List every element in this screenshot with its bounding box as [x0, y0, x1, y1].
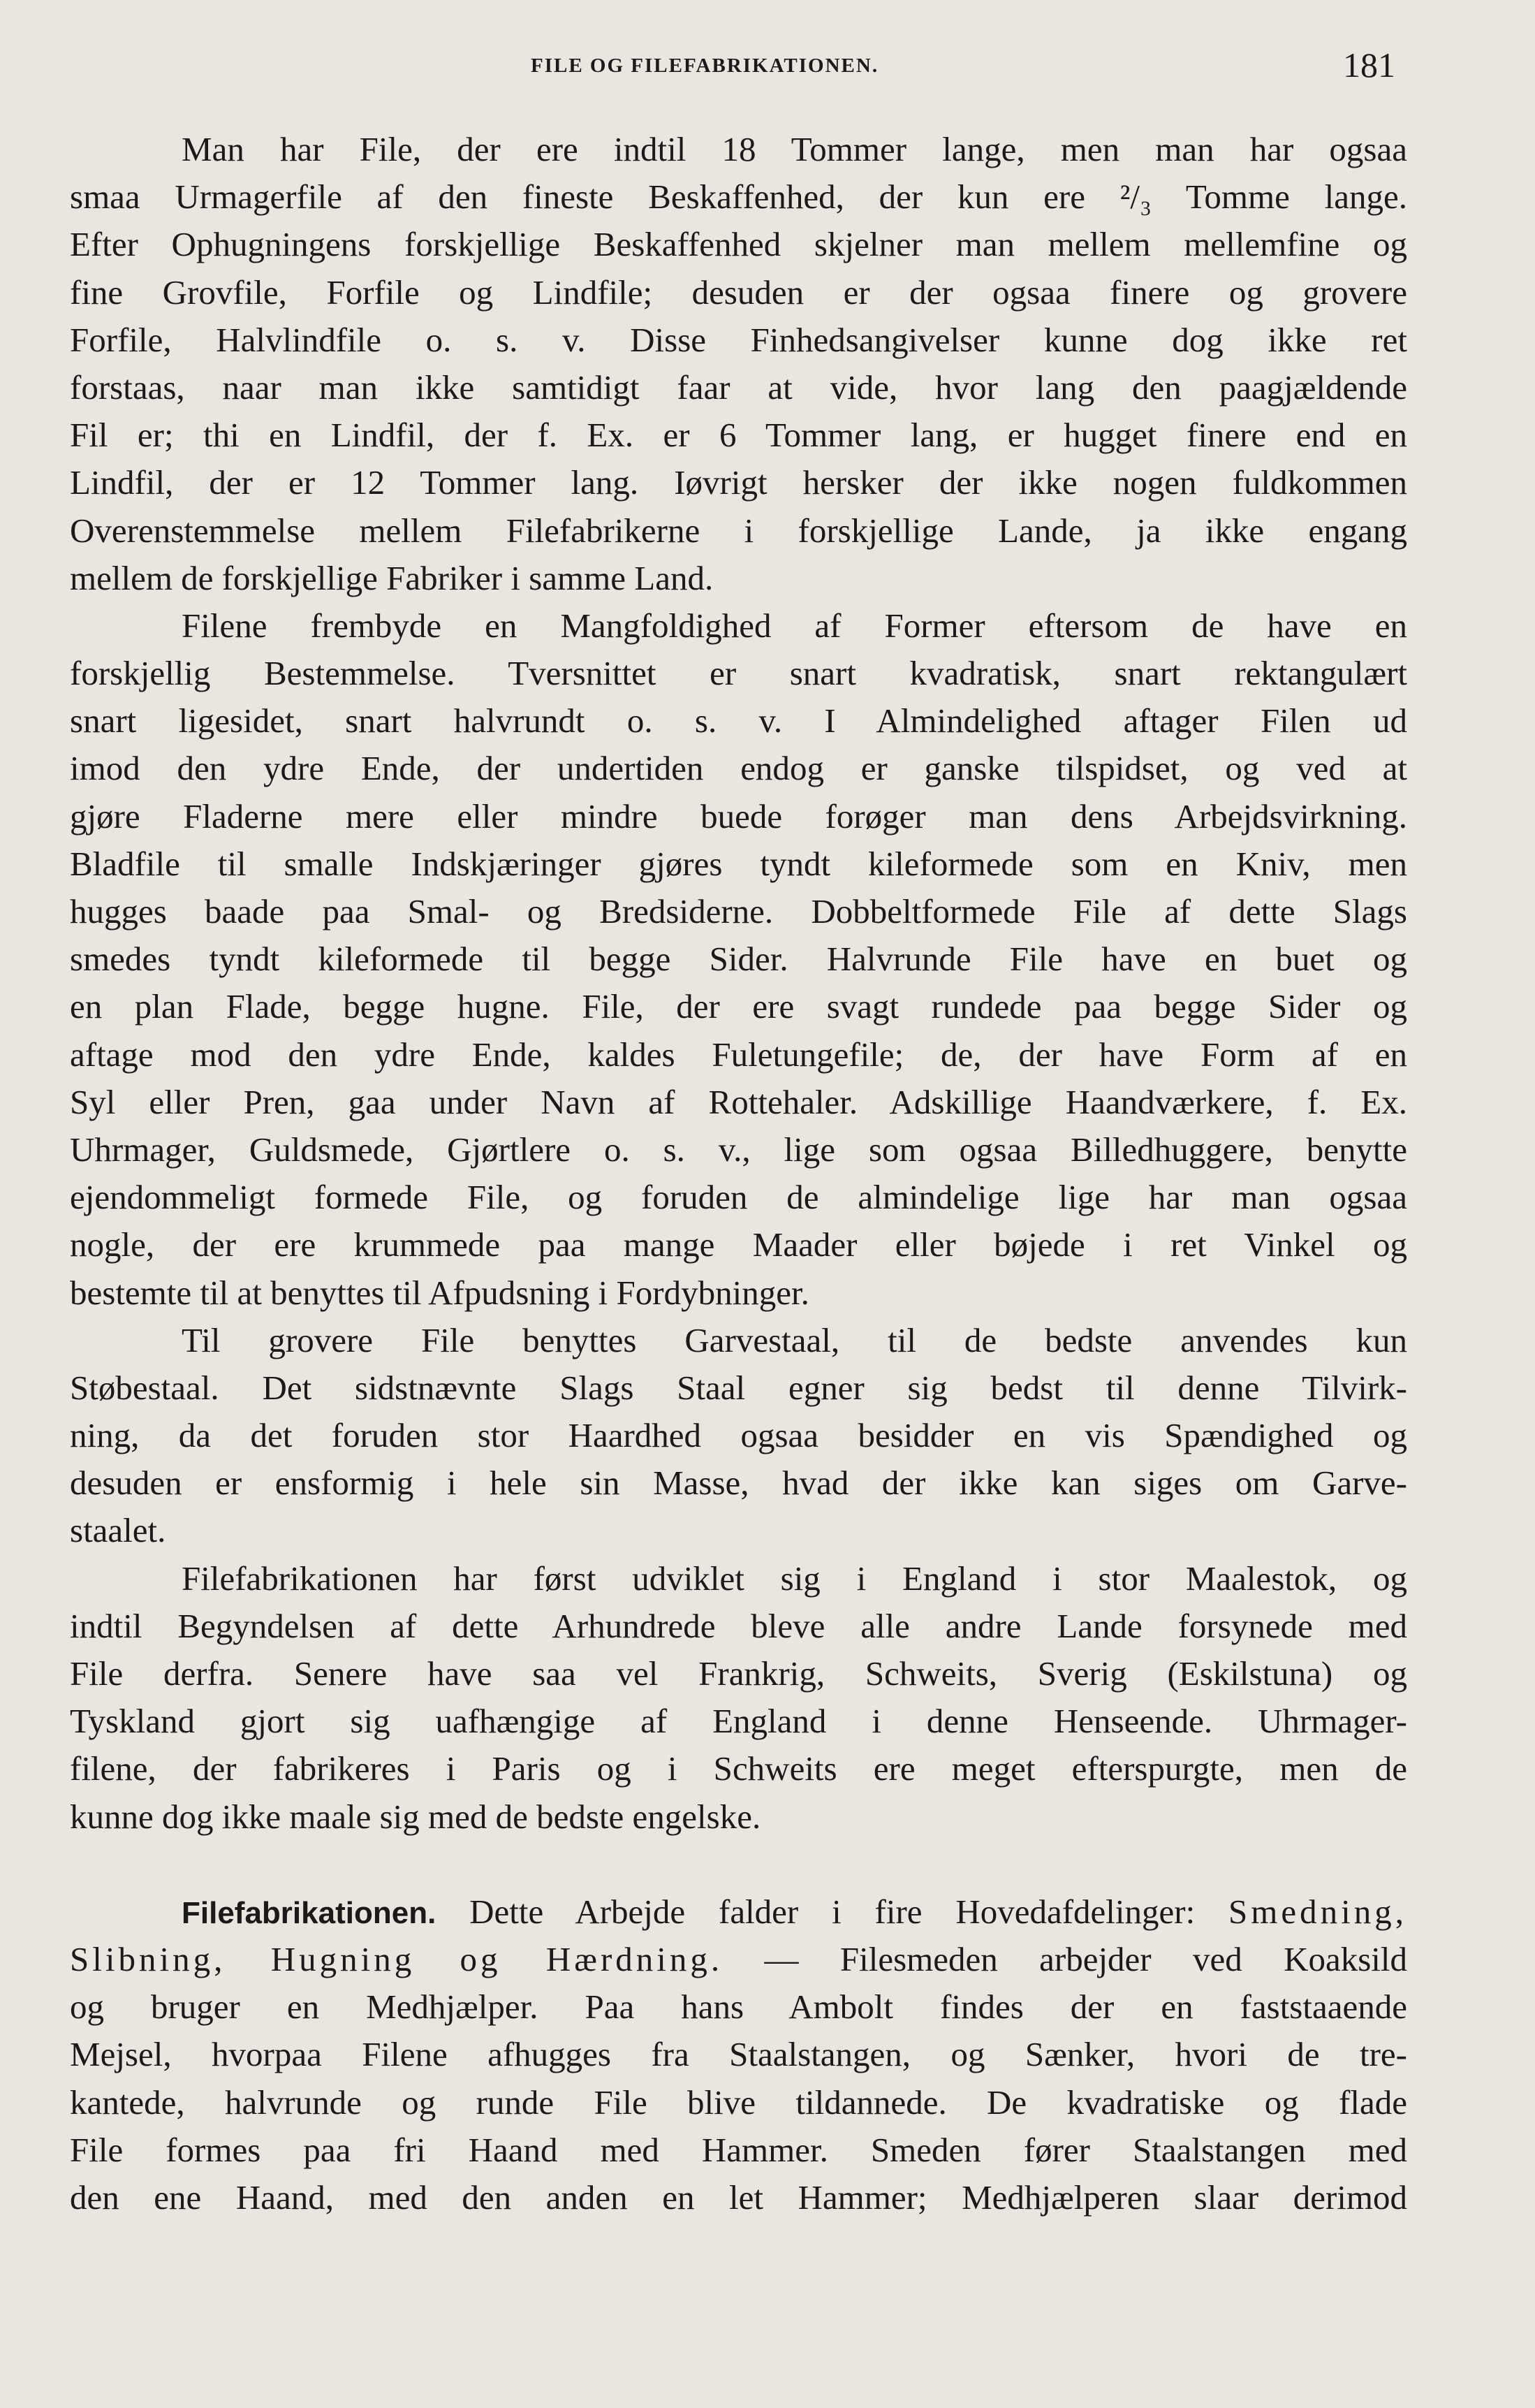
text-line: Bladfile til smalle Indskjæringer gjøres tyndt kileformede som en Kniv, men — [70, 844, 1407, 883]
text-line: gjøre Fladerne mere eller mindre buede forøger man dens Arbejdsvirkning. — [70, 796, 1407, 835]
text-line: imod den ydre Ende, der undertiden endog er ganske tilspidset, og ved at — [70, 749, 1407, 788]
text-line: og bruger en Medhjælper. Paa hans Ambolt findes der en faststaaende — [70, 1987, 1407, 2027]
text-line: forskjellig Bestemmelse. Tversnittet er snart kvadratisk, snart rektangulært — [70, 654, 1407, 693]
text-line: Støbestaal. Det sidstnævnte Slags Staal egner sig bedst til denne Tilvirk- — [70, 1368, 1407, 1407]
text-line: Tyskland gjort sig uafhængige af England i denne Henseende. Uhrmager- — [70, 1702, 1407, 1741]
running-head-title: FILE OG FILEFABRIKATIONEN. — [531, 54, 879, 77]
text-line: Overenstemmelse mellem Filefabrikerne i forskjellige Lande, ja ikke engang — [70, 511, 1407, 550]
text-line: fine Grovfile, Forfile og Lindfile; desuden er der ogsaa finere og grovere — [70, 272, 1407, 312]
text-line: Man har File, der ere indtil 18 Tommer lange, men man har ogsaa — [182, 130, 1407, 168]
text-line: mellem de forskjellige Fabriker i samme Land. — [70, 558, 714, 597]
section-heading: Filefabrikationen. — [182, 1895, 436, 1930]
section-terms: Slibning, Hugning og Hærdning. — [70, 1939, 724, 1978]
text-line: Efter Ophugningens forskjellige Beskaffenhed skjelner man mellem mellemfine og — [70, 225, 1407, 264]
text-line: aftage mod den ydre Ende, kaldes Fuletungefile; de, der have Form af en — [70, 1035, 1407, 1074]
text-line: Filene frembyde en Mangfoldighed af Former eftersom de have en — [182, 606, 1407, 645]
section-gap — [70, 1841, 1407, 1888]
text-line: Uhrmager, Guldsmede, Gjørtlere o. s. v., lige som ogsaa Billedhuggere, benytte — [70, 1130, 1407, 1169]
text-line: smedes tyndt kileformede til begge Sider. Halvrunde File have en buet og — [70, 940, 1407, 979]
text-line: Syl eller Pren, gaa under Navn af Rottehaler. Adskillige Haandværkere, f. Ex. — [70, 1082, 1407, 1121]
text-line: ejendommeligt formede File, og foruden de almindelige lige har man ogsaa — [70, 1178, 1407, 1217]
text-line: staalet. — [70, 1511, 166, 1550]
running-head — [0, 45, 1535, 92]
text-line: bestemte til at benyttes til Afpudsning i Fordybninger. — [70, 1273, 809, 1312]
section-paragraph — [70, 1888, 1407, 2221]
section-second-line-text: — Filesmeden arbejder ved Koaksild — [764, 1939, 1407, 1978]
section-lines — [70, 1983, 1407, 2221]
text-line: ning, da det foruden stor Haardhed ogsaa besidder en vis Spændighed og — [70, 1416, 1407, 1455]
body-text — [70, 126, 1407, 2221]
paragraph — [70, 126, 1407, 602]
text-line: smaa Urmagerfile af den fineste Beskaffenhed, der kun ere ²/₃ Tomme lange. — [70, 177, 1407, 217]
text-line: File formes paa fri Haand med Hammer. Smeden fører Staalstangen med — [70, 2130, 1407, 2169]
paragraph — [70, 602, 1407, 1317]
section-first-line — [70, 1888, 1407, 1936]
paragraph — [70, 1555, 1407, 1841]
section-first-line-text: Dette Arbejde falder i fire Hovedafdelinger: — [469, 1892, 1196, 1931]
text-line: Fil er; thi en Lindfil, der f. Ex. er 6 Tommer lang, er hugget finere end en — [70, 416, 1407, 455]
text-line: den ene Haand, med den anden en let Hammer; Medhjælperen slaar derimod — [70, 2177, 1407, 2217]
text-line: filene, der fabrikeres i Paris og i Schweits ere meget efterspurgte, men de — [70, 1749, 1407, 1788]
paragraph — [70, 1317, 1407, 1555]
text-line: File derfra. Senere have saa vel Frankrig, Schweits, Sverig (Eskilstuna) og — [70, 1654, 1407, 1693]
page-number: 181 — [1343, 45, 1395, 85]
text-line: Filefabrikationen har først udviklet sig i England i stor Maalestok, og — [182, 1559, 1407, 1598]
text-line: indtil Begyndelsen af dette Arhundrede bleve alle andre Lande forsynede med — [70, 1606, 1407, 1645]
text-line: snart ligesidet, snart halvrundt o. s. v. I Almindelighed aftager Filen ud — [70, 701, 1407, 740]
text-line: forstaas, naar man ikke samtidigt faar at vide, hvor lang den paagjældende — [70, 367, 1407, 407]
text-line: en plan Flade, begge hugne. File, der ere svagt rundede paa begge Sider og — [70, 987, 1407, 1026]
text-line: hugges baade paa Smal- og Bredsiderne. Dobbeltformede File af dette Slags — [70, 892, 1407, 931]
text-line: Til grovere File benyttes Garvestaal, til de bedste anvendes kun — [182, 1320, 1407, 1359]
text-line: Forfile, Halvlindfile o. s. v. Disse Finhedsangivelser kunne dog ikke ret — [70, 320, 1407, 359]
text-line: desuden er ensformig i hele sin Masse, hvad der ikke kan siges om Garve- — [70, 1464, 1407, 1503]
text-line: kantede, halvrunde og runde File blive tildannede. De kvadratiske og flade — [70, 2082, 1407, 2122]
text-line: Mejsel, hvorpaa Filene afhugges fra Staalstangen, og Sænker, hvori de tre- — [70, 2035, 1407, 2074]
section-second-line — [70, 1936, 1407, 1983]
text-line: nogle, der ere krummede paa mange Maader eller bøjede i ret Vinkel og — [70, 1225, 1407, 1264]
section-term-smedning: Smedning, — [1228, 1892, 1407, 1931]
text-line: Lindfil, der er 12 Tommer lang. Iøvrigt hersker der ikke nogen fuldkommen — [70, 463, 1407, 502]
text-line: kunne dog ikke maale sig med de bedste engelske. — [70, 1797, 761, 1836]
